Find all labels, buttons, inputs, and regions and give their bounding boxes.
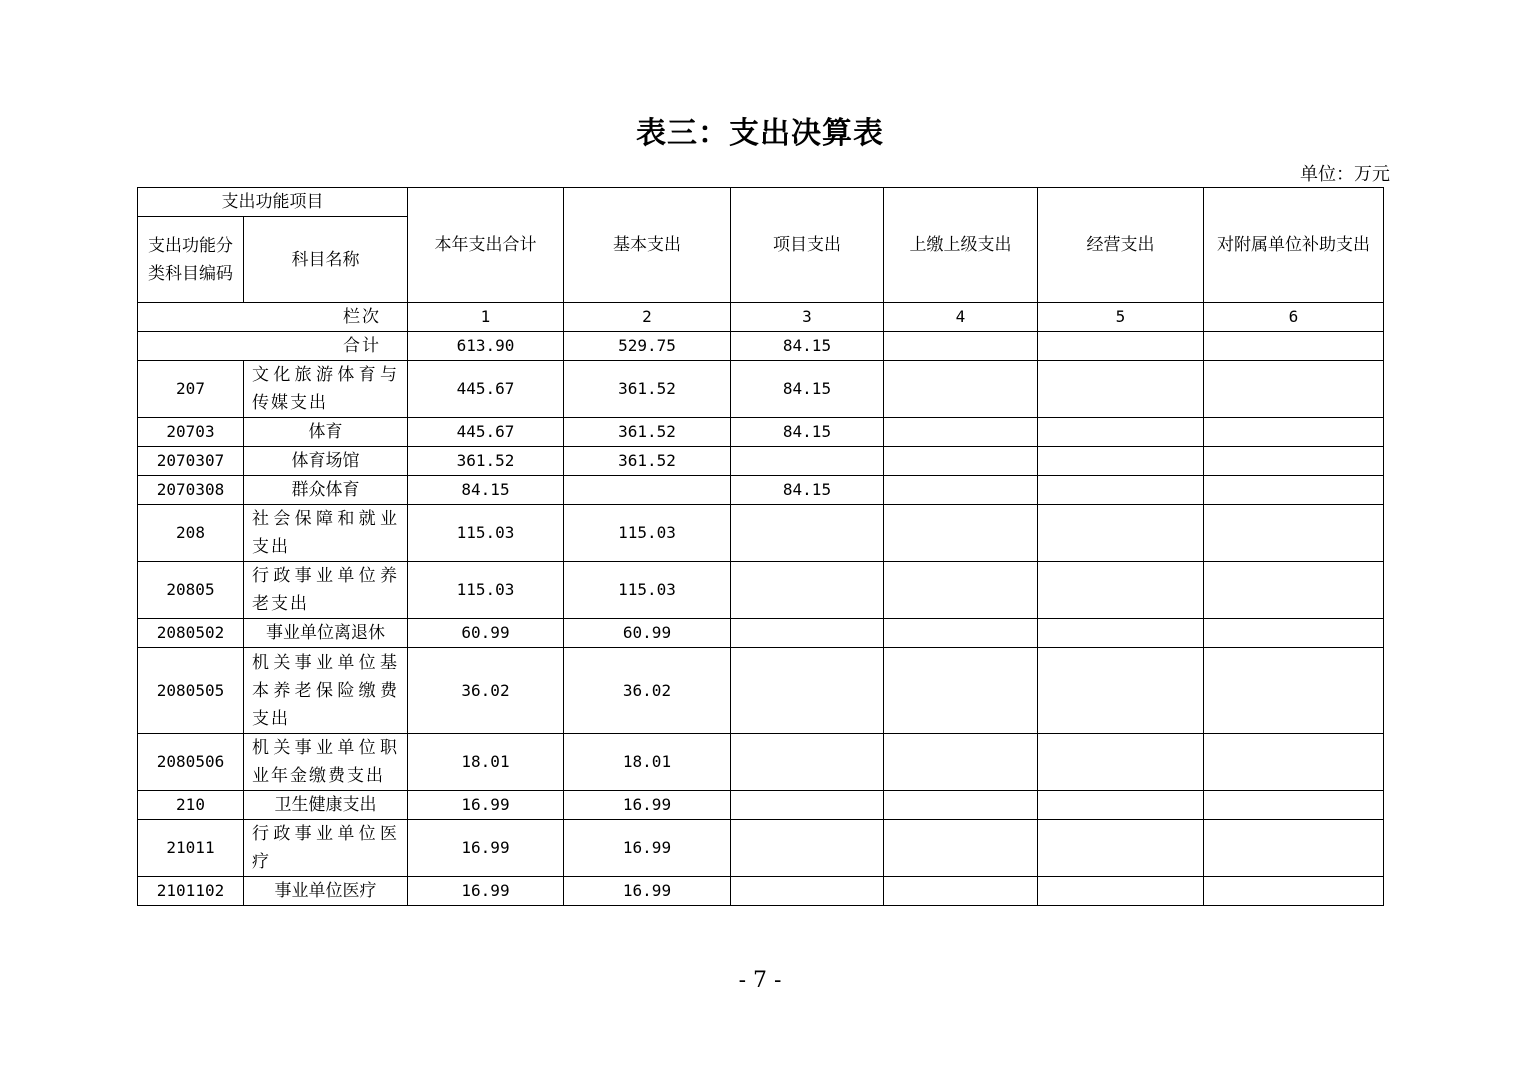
row-code: 207 xyxy=(138,361,244,418)
row-value: 16.99 xyxy=(564,791,731,820)
total-value xyxy=(1204,332,1384,361)
row-value xyxy=(731,505,884,562)
row-code: 2070307 xyxy=(138,447,244,476)
row-value xyxy=(1204,562,1384,619)
row-value xyxy=(731,734,884,791)
row-value xyxy=(1204,734,1384,791)
row-value xyxy=(1204,476,1384,505)
row-value xyxy=(1038,619,1204,648)
lanci-label: 栏次 xyxy=(138,303,408,332)
header-col-basic: 基本支出 xyxy=(564,188,731,303)
row-value xyxy=(1204,447,1384,476)
row-value: 16.99 xyxy=(408,877,564,906)
row-value: 445.67 xyxy=(408,361,564,418)
row-value xyxy=(731,619,884,648)
row-value xyxy=(1204,820,1384,877)
header-col-total: 本年支出合计 xyxy=(408,188,564,303)
row-value: 84.15 xyxy=(731,361,884,418)
table-row xyxy=(138,418,1384,447)
table-row xyxy=(138,820,1384,877)
row-value xyxy=(1204,619,1384,648)
row-value xyxy=(1038,562,1204,619)
row-code: 21011 xyxy=(138,820,244,877)
table-row xyxy=(138,648,1384,734)
row-value xyxy=(1038,418,1204,447)
row-value xyxy=(1038,820,1204,877)
row-value xyxy=(884,505,1038,562)
page-number: - 7 - xyxy=(738,968,782,993)
header-group: 支出功能项目 xyxy=(138,188,408,217)
header-code: 支出功能分类科目编码 xyxy=(138,217,244,303)
unit-label: 单位：万元 xyxy=(1300,164,1390,185)
row-value: 361.52 xyxy=(564,447,731,476)
table-row xyxy=(138,447,1384,476)
total-value: 84.15 xyxy=(731,332,884,361)
row-value xyxy=(731,791,884,820)
row-value xyxy=(884,648,1038,734)
row-value xyxy=(1038,734,1204,791)
row-value: 115.03 xyxy=(564,505,731,562)
row-value xyxy=(1204,418,1384,447)
row-code: 20805 xyxy=(138,562,244,619)
row-value xyxy=(1038,476,1204,505)
header-name: 科目名称 xyxy=(244,217,408,303)
row-value xyxy=(884,619,1038,648)
row-value xyxy=(884,791,1038,820)
row-name: 机关事业单位职业年金缴费支出 xyxy=(244,734,408,791)
total-value xyxy=(884,332,1038,361)
row-value: 60.99 xyxy=(408,619,564,648)
row-value xyxy=(1204,505,1384,562)
lanci-num: 4 xyxy=(884,303,1038,332)
table-row xyxy=(138,791,1384,820)
row-value xyxy=(1038,447,1204,476)
table-row xyxy=(138,619,1384,648)
row-value: 84.15 xyxy=(408,476,564,505)
row-value xyxy=(1038,361,1204,418)
row-value: 361.52 xyxy=(564,361,731,418)
row-value: 36.02 xyxy=(564,648,731,734)
row-name: 行政事业单位养老支出 xyxy=(244,562,408,619)
row-code: 2101102 xyxy=(138,877,244,906)
row-code: 20703 xyxy=(138,418,244,447)
table-row xyxy=(138,877,1384,906)
row-name: 文化旅游体育与传媒支出 xyxy=(244,361,408,418)
total-value xyxy=(1038,332,1204,361)
row-value: 18.01 xyxy=(564,734,731,791)
row-value: 84.15 xyxy=(731,476,884,505)
row-value: 16.99 xyxy=(408,820,564,877)
row-name: 事业单位医疗 xyxy=(244,877,408,906)
table-row xyxy=(138,562,1384,619)
row-name: 体育 xyxy=(244,418,408,447)
row-value xyxy=(731,447,884,476)
row-name: 社会保障和就业支出 xyxy=(244,505,408,562)
expenditure-table xyxy=(137,187,1384,906)
row-value xyxy=(1204,648,1384,734)
row-name: 群众体育 xyxy=(244,476,408,505)
row-value xyxy=(884,418,1038,447)
row-name: 体育场馆 xyxy=(244,447,408,476)
row-code: 2070308 xyxy=(138,476,244,505)
header-col-subsidy: 对附属单位补助支出 xyxy=(1204,188,1384,303)
row-value xyxy=(1038,877,1204,906)
lanci-num: 5 xyxy=(1038,303,1204,332)
row-value: 445.67 xyxy=(408,418,564,447)
row-value xyxy=(1204,877,1384,906)
row-code: 2080506 xyxy=(138,734,244,791)
table-row xyxy=(138,505,1384,562)
table-row xyxy=(138,476,1384,505)
row-value xyxy=(1038,648,1204,734)
row-value xyxy=(1204,361,1384,418)
row-value: 16.99 xyxy=(408,791,564,820)
table-row xyxy=(138,361,1384,418)
row-code: 2080505 xyxy=(138,648,244,734)
row-value xyxy=(884,476,1038,505)
table-body xyxy=(138,361,1384,906)
row-value xyxy=(884,877,1038,906)
row-value: 84.15 xyxy=(731,418,884,447)
row-value: 36.02 xyxy=(408,648,564,734)
row-value xyxy=(731,820,884,877)
lanci-num: 6 xyxy=(1204,303,1384,332)
row-value xyxy=(884,820,1038,877)
row-value: 115.03 xyxy=(408,562,564,619)
row-value xyxy=(731,648,884,734)
row-value: 115.03 xyxy=(564,562,731,619)
row-value xyxy=(731,562,884,619)
row-value: 361.52 xyxy=(564,418,731,447)
row-value: 60.99 xyxy=(564,619,731,648)
row-value: 16.99 xyxy=(564,820,731,877)
row-value xyxy=(564,476,731,505)
row-value xyxy=(1038,505,1204,562)
row-name: 机关事业单位基本养老保险缴费支出 xyxy=(244,648,408,734)
row-value: 18.01 xyxy=(408,734,564,791)
row-value xyxy=(1204,791,1384,820)
row-value xyxy=(731,877,884,906)
row-name: 事业单位离退休 xyxy=(244,619,408,648)
header-col-project: 项目支出 xyxy=(731,188,884,303)
row-code: 2080502 xyxy=(138,619,244,648)
row-value xyxy=(884,562,1038,619)
row-value xyxy=(884,734,1038,791)
row-value: 361.52 xyxy=(408,447,564,476)
row-value xyxy=(1038,791,1204,820)
page-title: 表三：支出决算表 xyxy=(636,116,884,151)
total-value: 529.75 xyxy=(564,332,731,361)
total-value: 613.90 xyxy=(408,332,564,361)
table-row xyxy=(138,734,1384,791)
row-value xyxy=(884,361,1038,418)
row-value: 115.03 xyxy=(408,505,564,562)
row-name: 行政事业单位医疗 xyxy=(244,820,408,877)
row-value xyxy=(884,447,1038,476)
header-col-remit: 上缴上级支出 xyxy=(884,188,1038,303)
total-label: 合计 xyxy=(138,332,408,361)
header-col-business: 经营支出 xyxy=(1038,188,1204,303)
lanci-num: 2 xyxy=(564,303,731,332)
row-value: 16.99 xyxy=(564,877,731,906)
lanci-num: 1 xyxy=(408,303,564,332)
row-code: 208 xyxy=(138,505,244,562)
row-code: 210 xyxy=(138,791,244,820)
lanci-num: 3 xyxy=(731,303,884,332)
row-name: 卫生健康支出 xyxy=(244,791,408,820)
